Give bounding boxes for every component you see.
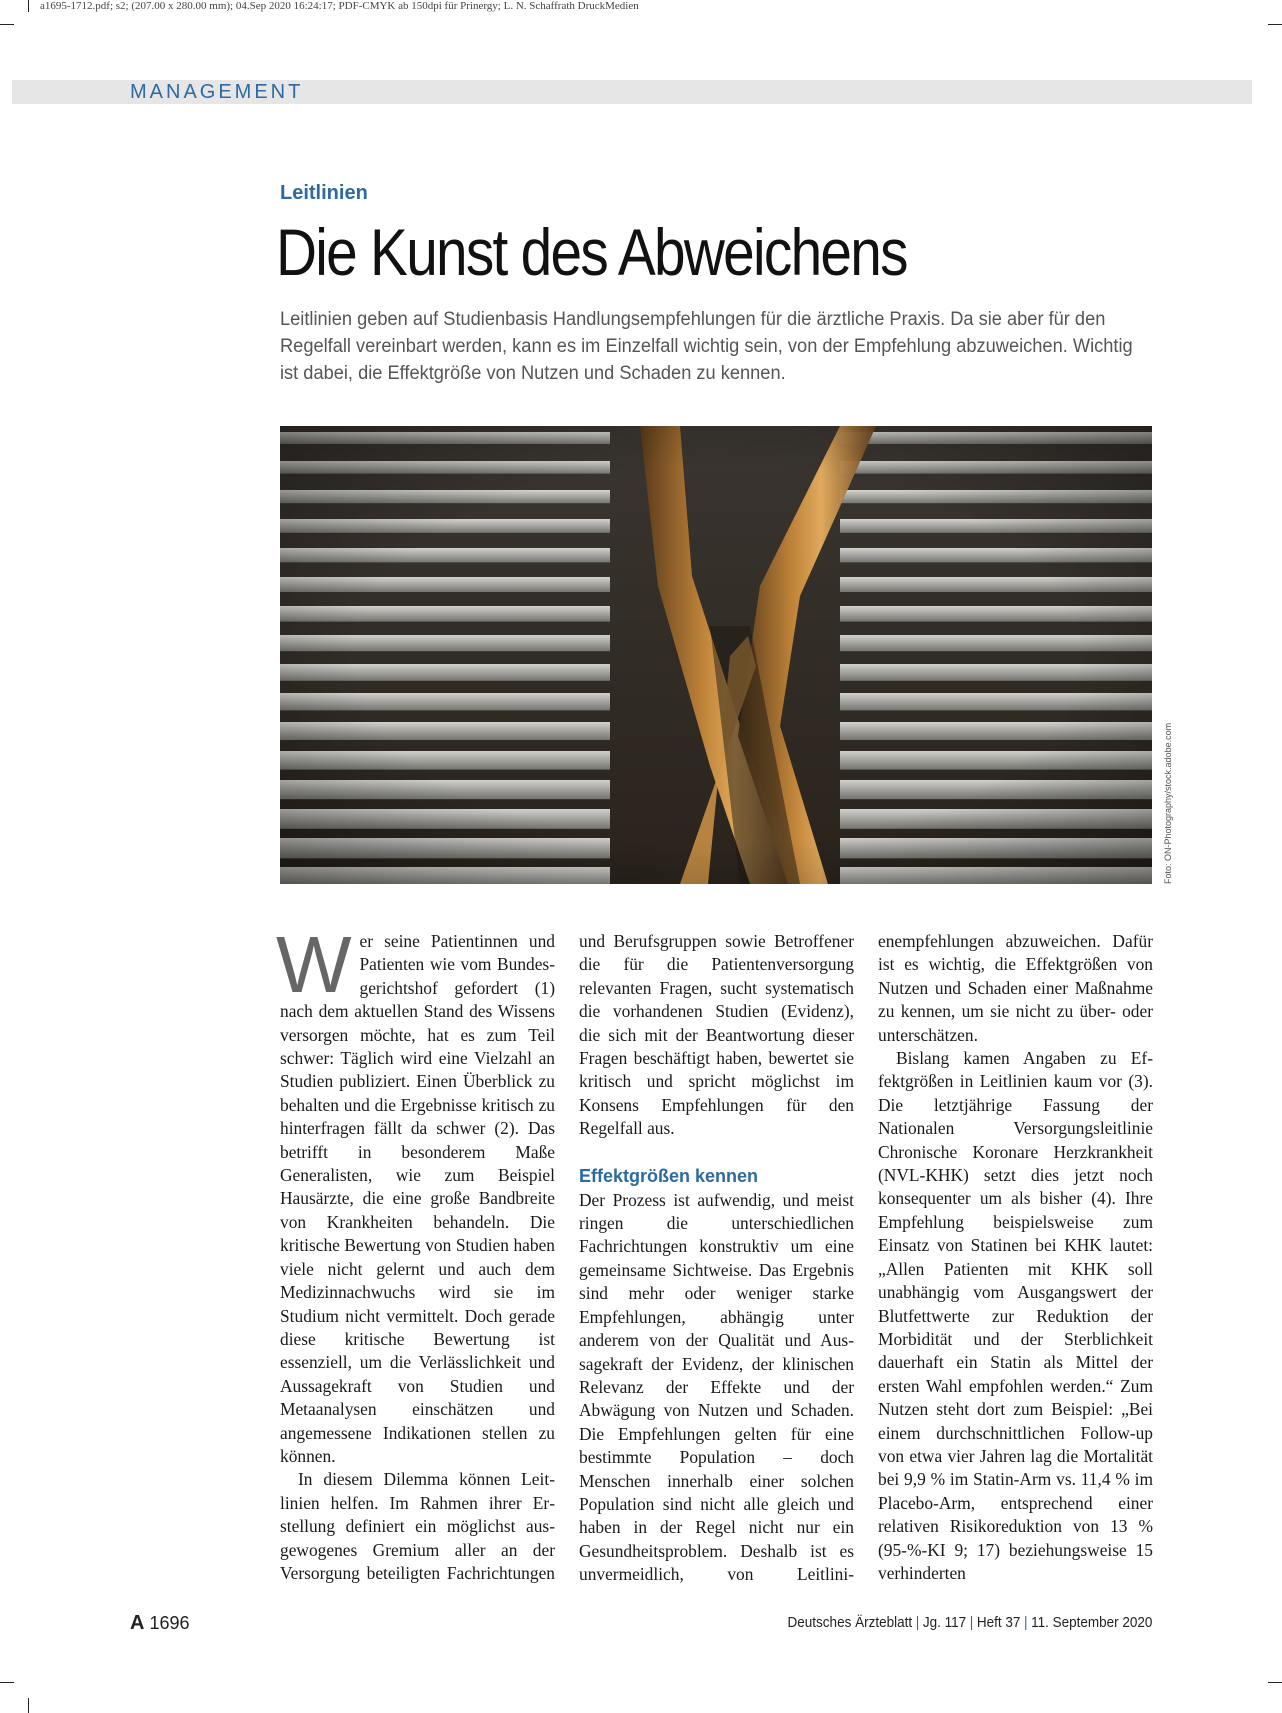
crop-mark-bottom-left-h bbox=[0, 1682, 14, 1683]
photo-credit: Foto: ON-Photography/stock.adobe.com bbox=[1163, 722, 1173, 884]
crop-mark-top-left-h bbox=[0, 24, 14, 25]
print-slug: a1695-1712.pdf; s2; (207.00 x 280.00 mm); 04.Sep 2020 16:24:17; PDF-CMYK ab 150dpi für Prinergy; L. N. Schaffrath DruckMedien bbox=[40, 0, 639, 12]
page-number bbox=[130, 1612, 190, 1635]
crop-mark-top-left-v bbox=[28, 0, 29, 12]
body-paragraph-3: Der Prozess ist aufwendig, und meist ringen die unterschiedlichen Fachrichtungen konstruktiv um eine gemeinsame Sichtweise. Das Ergebnis sind mehr oder weniger starke Empfehlungen, abhängig unter anderem von der Qualität und Aussagekraft der Evidenz, der klinischen Relevanz der Effekte und der Abwägung von Nutzen und Schaden. Die Empfehlungen gelten für eine bestimmte Population – doch Menschen innerhalb einer solchen Population sind nicht alle gleich und haben in der Regel nicht nur ein Gesundheitsproblem. Deshalb ist es unvermeidlich, von Leitlinienempfehlungen abzuweichen. Dafür ist es wichtig, die Effektgrößen von Nutzen und Schaden einer Maßnahme zu kennen, um sie nicht zu über- oder unterschätzen. bbox=[579, 931, 1153, 1585]
section-label: MANAGEMENT bbox=[130, 81, 304, 103]
journal-date: 11. September 2020 bbox=[1030, 1614, 1152, 1631]
footer-separator: | bbox=[915, 1614, 919, 1631]
page-letter: A bbox=[130, 1612, 145, 1634]
crop-mark-top-right-h bbox=[1268, 24, 1282, 25]
body-paragraph-1-text: er seine Patientinnen und Patienten wie vom Bundesgerichtshof gefordert (1) nach dem aktuellen Stand des Wissens versorgen möchte, hat es zum Teil schwer: Täglich wird eine Vielzahl an Studien publiziert. Einen Überblick zu behalten und die Ergebnisse kritisch zu hinterfragen fällt da schwer (2). Das betrifft in besonderem Maße Generalisten, wie zum Beispiel Hausärzte, die eine große Bandbreite von Krankheiten behandeln. Die kritische Bewertung von Studien haben viele nicht gelernt und auch dem Medizinnachwuchs wird sie im Studium nicht vermittelt. Doch gerade diese kritische Bewertung ist essenziell, um die Verlässlichkeit und Aussagekraft von Studien und Metaanalysen einschätzen und angemessene Indikationen stellen zu können. bbox=[280, 931, 555, 1466]
journal-footer bbox=[787, 1614, 1152, 1631]
crop-mark-bottom-left-v bbox=[28, 1698, 29, 1713]
article-title: Die Kunst des Abweichens bbox=[276, 215, 907, 289]
journal-issue: Heft 37 bbox=[976, 1614, 1020, 1631]
article-kicker: Leitlinien bbox=[280, 182, 368, 204]
crop-mark-bottom-right-h bbox=[1268, 1682, 1282, 1683]
footer-separator: | bbox=[969, 1614, 973, 1631]
hero-photo-railway-switch bbox=[280, 426, 1152, 884]
article-lead: Leitlinien geben auf Studienbasis Handlungsempfehlungen für die ärztliche Praxis. Da sie aber für den Regelfall vereinbart werden, kann es im Einzelfall wichtig sein, von der Empfehlung abzuweichen. Wichtig ist dabei, die Effektgröße von Nutzen und Schaden zu kennen. bbox=[280, 309, 1133, 384]
body-paragraph-4: Bislang kamen Angaben zu Effektgrößen in Leitlinien kaum vor (3). Die letztjährige Fassung der Nationalen Versorgungsleitlinie Chronische Koronare Herzkrankheit (NVL-KHK) setzt dies jetzt noch konsequenter um als bisher (4). Ihre Empfehlung beispielsweise zum Einsatz von Statinen bei KHK lautet: „Allen Patienten mit KHK soll unabhängig vom Ausgangswert der Blutfettwerte zur Reduktion der Morbidität und der Sterblichkeit dauerhaft ein Statin als Mittel der ersten Wahl empfohlen werden.“ Zum Nutzen steht dort zum Beispiel: „Bei einem durchschnittlichen Follow-up von etwa vier Jahren lag die Mortalität bei 9,9 % im Statin-Arm vs. 11,4 % im Placebo-Arm, entsprechend einer relativen Risikoreduktion von 13 % (95-%-KI 9; 17) beziehungsweise 15 verhinderten bbox=[878, 1048, 1153, 1583]
footer-separator: | bbox=[1023, 1614, 1028, 1631]
page-number-value: 1696 bbox=[149, 1613, 190, 1633]
body-paragraph-2: In diesem Dilemma können Leitlinien helfen. Im Rahmen ihrer Erstellung definiert ein möglichst ausgewogenes Gremium aller an der Versorgung beteiligten Fachrichtungen und Berufsgruppen sowie Betroffener die für die Patientenversorgung relevanten Fragen, sucht systematisch die vorhandenen Studien (Evidenz), die sich mit der Beantwortung dieser Fragen beschäftigt haben, bewertet sie kritisch und spricht möglichst im Konsens Empfehlungen für den Regelfall aus. bbox=[280, 931, 854, 1583]
drop-cap: W bbox=[276, 920, 352, 1009]
article-body bbox=[276, 920, 1153, 1590]
body-paragraph-1 bbox=[276, 920, 555, 1468]
section-heading: Effektgrößen kennen bbox=[579, 1165, 759, 1186]
journal-name: Deutsches Ärzteblatt bbox=[787, 1614, 912, 1631]
journal-volume: Jg. 117 bbox=[922, 1614, 966, 1631]
